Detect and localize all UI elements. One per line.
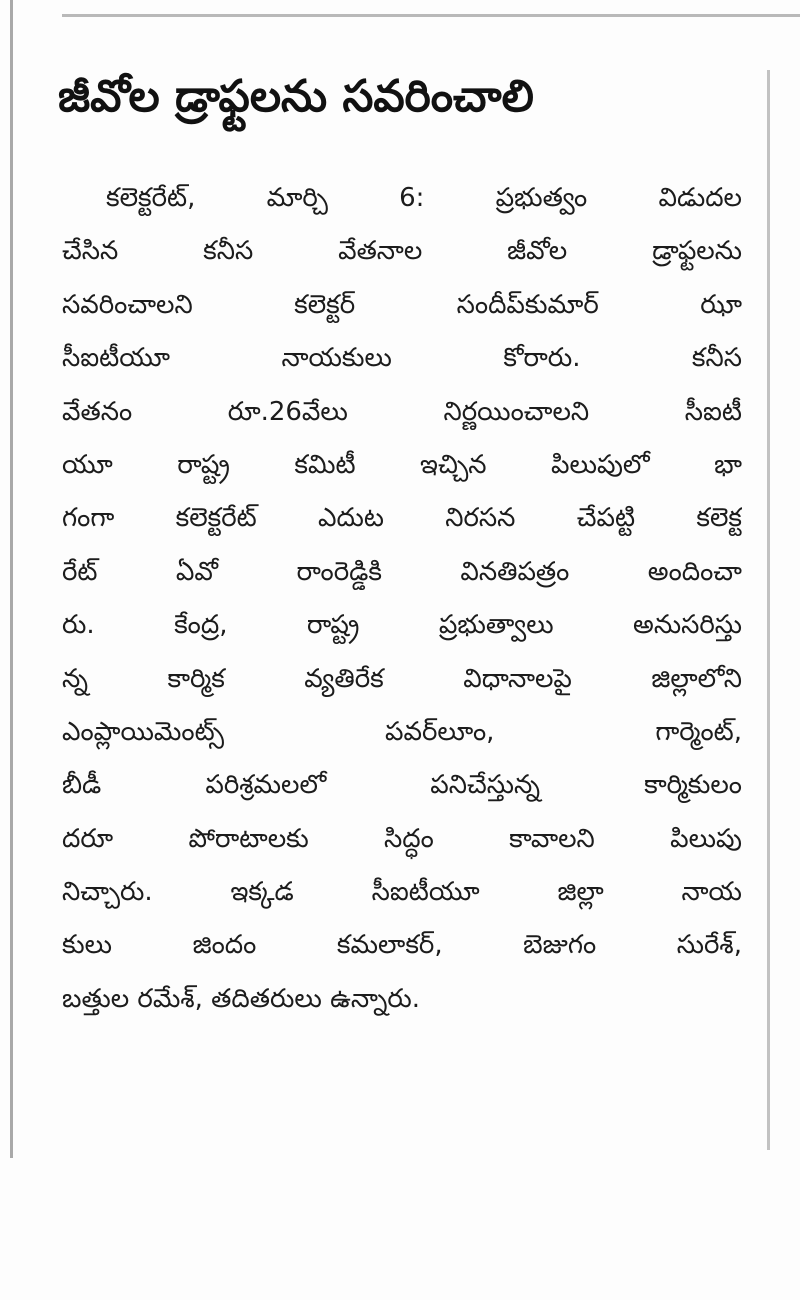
article-body	[62, 172, 742, 1026]
top-column-rule	[62, 14, 800, 17]
article-line: యూ రాష్ట్ర కమిటీ ఇచ్చిన పిలుపులో భా	[62, 449, 742, 480]
article-line: రేట్ ఏవో రాంరెడ్డికి వినతిపత్రం అందించా	[62, 556, 742, 587]
article-headline: జీవోల డ్రాఫ్టలను సవరించాలి	[58, 71, 534, 122]
article-line: కలెక్టరేట్, మార్చి 6: ప్రభుత్వం విడుదల	[106, 183, 742, 213]
article-line: చేసిన కనీస వేతనాల జీవోల డ్రాఫ్టలను	[62, 236, 742, 267]
article-line: కులు జిందం కమలాకర్, బెజుగం సురేశ్,	[62, 930, 742, 961]
article-line: దరూ పోరాటాలకు సిద్ధం కావాలని పిలుపు	[62, 823, 742, 854]
left-column-rule	[10, 0, 13, 1158]
article-line: న్న కార్మిక వ్యతిరేక విధానాలపై జిల్లాలోని	[62, 663, 742, 694]
article-line: ఎంప్లాయిమెంట్స్ పవర్‌లూం, గార్మెంట్,	[62, 716, 742, 747]
article-line: బీడీ పరిశ్రమలలో పనిచేస్తున్న కార్మికులం	[62, 770, 742, 801]
article-line: గంగా కలెక్టరేట్ ఎదుట నిరసన చేపట్టి కలెక్ట	[62, 503, 742, 534]
article-line: సవరించాలని కలెక్టర్ సందీప్‌కుమార్ ఝా	[62, 289, 742, 320]
article-line: వేతనం రూ.26వేలు నిర్ణయించాలని సీఐటీ	[62, 396, 742, 427]
article-line: రు. కేంద్ర, రాష్ట్ర ప్రభుత్వాలు అనుసరిస్తు	[62, 610, 742, 641]
article-line: నిచ్చారు. ఇక్కడ సీఐటీయూ జిల్లా నాయ	[62, 877, 742, 908]
article-line: సీఐటీయూ నాయకులు కోరారు. కనీస	[62, 343, 742, 374]
article-line: బత్తుల రమేశ్, తదితరులు ఉన్నారు.	[62, 983, 421, 1014]
right-column-rule	[767, 70, 770, 1150]
